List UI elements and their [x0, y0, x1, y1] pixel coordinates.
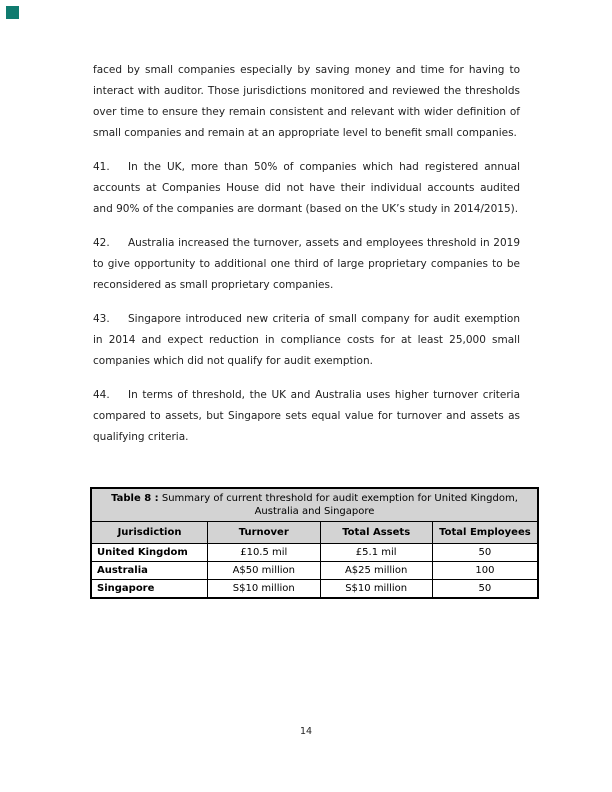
table-cell-jurisdiction: United Kingdom: [91, 544, 208, 562]
table-cell-total-assets: £5.1 mil: [320, 544, 432, 562]
table-row: [91, 580, 538, 599]
table-caption-text: Summary of current threshold for audit exemption for United Kingdom, Australia and Singapore: [158, 493, 518, 517]
threshold-table-container: [90, 487, 539, 599]
table-cell-turnover: £10.5 mil: [208, 544, 320, 562]
paragraph-text: Singapore introduced new criteria of small company for audit exemption in 2014 and expect reduction in compliance costs for at least 25,000 small companies which did not qualify for audit exemption.: [93, 313, 520, 367]
paragraph-text: faced by small companies especially by saving money and time for having to interact with auditor. Those jurisdictions monitored and reviewed the thresholds over time to ensure they remain consistent and relevant with wider definition of small companies and remain at an appropriate level to benefit small companies.: [93, 64, 520, 139]
page-corner-marker: [6, 6, 19, 19]
table-header-row: [91, 522, 538, 544]
body-text: [93, 60, 520, 461]
paragraph-number: 42.: [93, 237, 110, 249]
body-paragraph: [93, 309, 520, 372]
table-caption: [91, 488, 538, 522]
table-cell-jurisdiction: Singapore: [91, 580, 208, 599]
table-cell-turnover: A$50 million: [208, 562, 320, 580]
table-cell-total-assets: S$10 million: [320, 580, 432, 599]
table-cell-total-employees: 50: [432, 544, 538, 562]
table-cell-turnover: S$10 million: [208, 580, 320, 599]
table-cell-jurisdiction: Australia: [91, 562, 208, 580]
table-caption-label: Table 8 :: [111, 493, 159, 504]
column-header: Total Assets: [320, 522, 432, 544]
paragraph-text: In terms of threshold, the UK and Australia uses higher turnover criteria compared to assets, but Singapore sets equal value for turnover and assets as qualifying criteria.: [93, 389, 520, 443]
paragraph-text: In the UK, more than 50% of companies which had registered annual accounts at Companies House did not have their individual accounts audited and 90% of the companies are dormant (based on the UK’s study in 2014/2015).: [93, 161, 520, 215]
paragraph-number: 41.: [93, 161, 110, 173]
body-paragraph: [93, 60, 520, 144]
table-row: [91, 562, 538, 580]
table-row: [91, 544, 538, 562]
paragraph-number: 43.: [93, 313, 110, 325]
table-cell-total-employees: 100: [432, 562, 538, 580]
paragraph-number: 44.: [93, 389, 110, 401]
column-header: Jurisdiction: [91, 522, 208, 544]
column-header: Turnover: [208, 522, 320, 544]
body-paragraph: [93, 385, 520, 448]
table-caption-row: [91, 488, 538, 522]
column-header: Total Employees: [432, 522, 538, 544]
page-number: 14: [299, 726, 313, 737]
threshold-table: [90, 487, 539, 599]
table-cell-total-employees: 50: [432, 580, 538, 599]
body-paragraph: [93, 233, 520, 296]
body-paragraph: [93, 157, 520, 220]
paragraph-text: Australia increased the turnover, assets and employees threshold in 2019 to give opportunity to additional one third of large proprietary companies to be reconsidered as small proprietary companies.: [93, 237, 520, 291]
table-cell-total-assets: A$25 million: [320, 562, 432, 580]
